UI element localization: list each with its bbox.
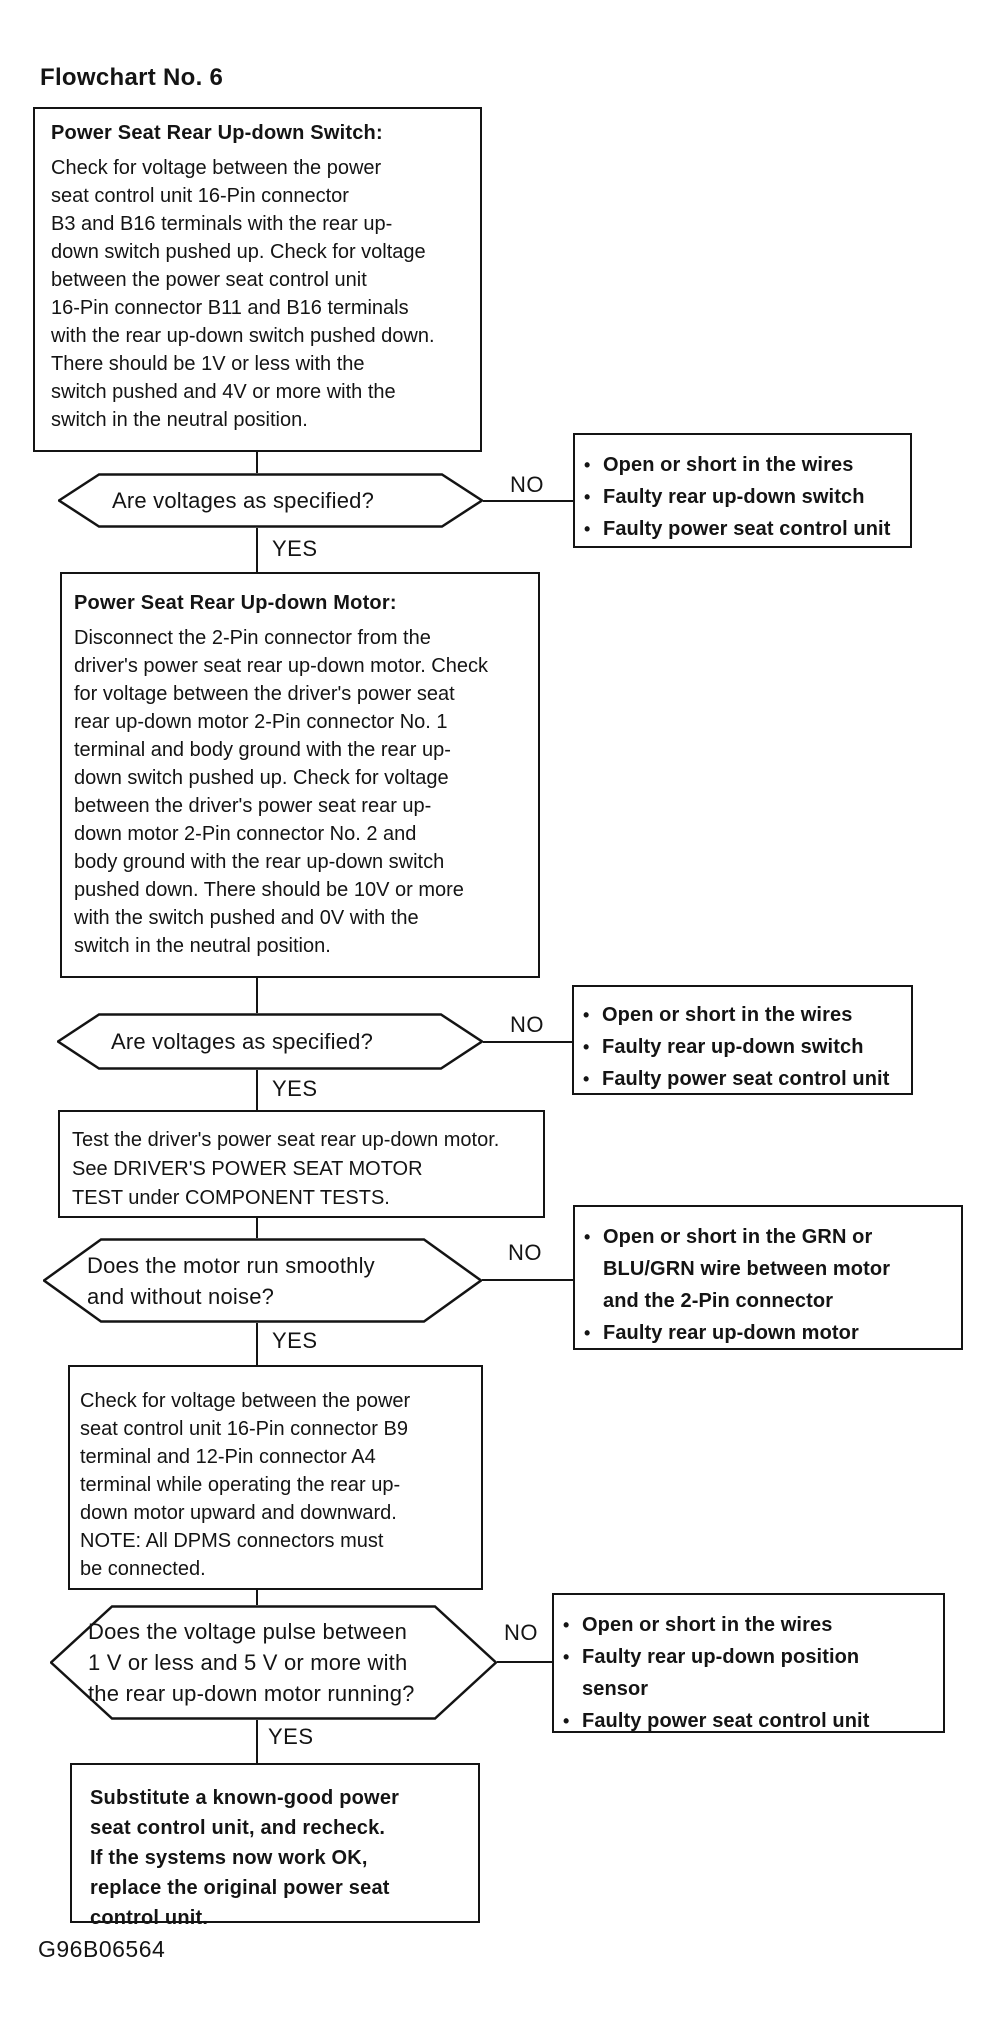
decision2	[57, 1013, 483, 1070]
outcome-item: • Faulty power seat control unit	[563, 1705, 935, 1737]
step1-heading: Power Seat Rear Up-down Switch:	[51, 122, 383, 144]
connector-step1-decision1	[256, 452, 258, 473]
connector-decision1-no	[483, 500, 573, 502]
connector-decision4-no	[497, 1661, 552, 1663]
decision1	[58, 473, 483, 528]
yes-label-2: YES	[272, 1076, 318, 1101]
outcome4-list	[554, 1595, 943, 1737]
connector-step4-decision4	[256, 1590, 258, 1605]
outcome1-box	[573, 433, 912, 548]
bullet-icon: •	[563, 1615, 570, 1635]
outcome-item: • Open or short in the wires	[584, 449, 902, 481]
step1-body: Check for voltage between the power seat control unit 16-Pin connector B3 and B16 terminals with the rear up- down switch pushed up. Check for voltage between the power seat control unit 16-Pin connector B11 and B16 terminals with the rear up-down switch pushed down. There should be 1V or less with the switch pushed and 4V or more with the switch in the neutral position.	[51, 157, 435, 431]
step5-box	[70, 1763, 480, 1929]
no-label-4: NO	[504, 1620, 538, 1645]
connector-step2-decision2	[256, 978, 258, 1013]
outcome3-list	[575, 1207, 961, 1349]
no-label-3: NO	[508, 1240, 542, 1265]
step2-box	[60, 572, 540, 978]
yes-label-4: YES	[268, 1724, 314, 1749]
connector-step3-decision3	[256, 1218, 258, 1238]
outcome-item: • Open or short in the wires	[563, 1609, 935, 1641]
outcome1-list	[575, 435, 910, 545]
step2-heading: Power Seat Rear Up-down Motor:	[74, 592, 397, 614]
bullet-icon: •	[563, 1647, 570, 1667]
bullet-icon: •	[583, 1069, 590, 1089]
outcome-item: • Faulty rear up-down switch	[583, 1031, 903, 1063]
step5-body: Substitute a known-good power seat control unit, and recheck. If the systems now work OK, replace the original power seat control unit.	[90, 1787, 400, 1929]
outcome2-box	[572, 985, 913, 1095]
decision3-question: Does the motor run smoothly and without noise?	[87, 1252, 375, 1309]
outcome-item: • Faulty power seat control unit	[584, 513, 902, 545]
bullet-icon: •	[563, 1711, 570, 1731]
outcome-item: • Faulty rear up-down motor	[584, 1317, 953, 1349]
bullet-icon: •	[583, 1005, 590, 1025]
no-label-1: NO	[510, 472, 544, 497]
bullet-icon: •	[583, 1037, 590, 1057]
connector-decision4-step5	[256, 1720, 258, 1763]
bullet-icon: •	[584, 1323, 591, 1343]
outcome3-box	[573, 1205, 963, 1350]
step4-body: Check for voltage between the power seat control unit 16-Pin connector B9 terminal and 12-Pin connector A4 terminal while operating the rear up- down motor upward and downward. NOTE: All DPMS connectors must be connected.	[80, 1390, 411, 1580]
outcome-item: • Open or short in the GRN or BLU/GRN wire between motor and the 2-Pin connector	[584, 1221, 953, 1317]
no-label-2: NO	[510, 1012, 544, 1037]
yes-label-1: YES	[272, 536, 318, 561]
decision4-question: Does the voltage pulse between 1 V or less and 5 V or more with the rear up-down motor running?	[88, 1619, 415, 1706]
yes-label-3: YES	[272, 1328, 318, 1353]
decision1-question: Are voltages as specified?	[112, 488, 375, 513]
outcome-item: • Faulty rear up-down switch	[584, 481, 902, 513]
bullet-icon: •	[584, 1227, 591, 1247]
outcome4-box	[552, 1593, 945, 1733]
decision2-question: Are voltages as specified?	[111, 1029, 374, 1054]
outcome-item: • Faulty rear up-down position sensor	[563, 1641, 935, 1705]
decision4	[50, 1605, 497, 1720]
bullet-icon: •	[584, 455, 591, 475]
step2-body: Disconnect the 2-Pin connector from the driver's power seat rear up-down motor. Check for voltage between the driver's power seat rear up-down motor 2-Pin connector No. 1 terminal and body ground with the rear up- down switch pushed up. Check for voltage between the driver's power seat rear up- down motor 2-Pin connector No. 2 and body ground with the rear up-down switch pushed down. There should be 10V or more with the switch pushed and 0V with the switch in the neutral position.	[74, 627, 488, 957]
step4-box	[68, 1365, 483, 1590]
outcome-item: • Open or short in the wires	[583, 999, 903, 1031]
figure-code: G96B06564	[38, 1936, 166, 1962]
outcome2-list	[574, 987, 911, 1095]
page-title: Flowchart No. 6	[40, 64, 224, 91]
step3-body: Test the driver's power seat rear up-down motor. See DRIVER'S POWER SEAT MOTOR TEST under COMPONENT TESTS.	[72, 1129, 500, 1209]
connector-decision3-step4	[256, 1323, 258, 1365]
bullet-icon: •	[584, 519, 591, 539]
step3-box	[58, 1110, 545, 1218]
connector-decision2-step3	[256, 1070, 258, 1110]
step1-box	[33, 107, 482, 452]
connector-decision2-no	[483, 1041, 572, 1043]
connector-decision1-step2	[256, 528, 258, 572]
decision3	[43, 1238, 482, 1323]
bullet-icon: •	[584, 487, 591, 507]
outcome-item: • Faulty power seat control unit	[583, 1063, 903, 1095]
connector-decision3-no	[482, 1279, 573, 1281]
